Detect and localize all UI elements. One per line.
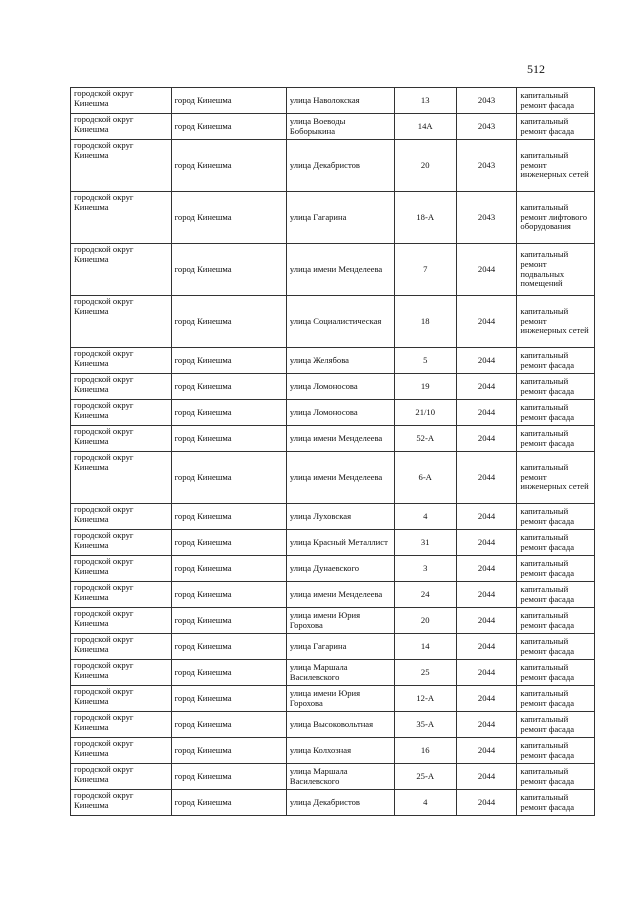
house-number-cell: 4 bbox=[394, 790, 456, 816]
city-cell: город Кинешма bbox=[171, 738, 286, 764]
city-cell: город Кинешма bbox=[171, 192, 286, 244]
house-number-cell: 24 bbox=[394, 582, 456, 608]
street-cell: улица Высоковольтная bbox=[286, 712, 394, 738]
year-cell: 2044 bbox=[456, 504, 517, 530]
year-cell: 2044 bbox=[456, 608, 517, 634]
district-cell: городской округ Кинешма bbox=[71, 764, 172, 790]
house-number-cell: 5 bbox=[394, 348, 456, 374]
district-cell: городской округ Кинешма bbox=[71, 608, 172, 634]
house-number-cell: 25 bbox=[394, 660, 456, 686]
table-row bbox=[71, 504, 595, 530]
district-cell: городской округ Кинешма bbox=[71, 686, 172, 712]
house-number-cell: 4 bbox=[394, 504, 456, 530]
repair-schedule-table bbox=[70, 87, 595, 816]
work-type-cell: капитальный ремонт фасада bbox=[517, 712, 595, 738]
district-cell: городской округ Кинешма bbox=[71, 244, 172, 296]
work-type-cell: капитальный ремонт фасада bbox=[517, 530, 595, 556]
table-row bbox=[71, 374, 595, 400]
city-cell: город Кинешма bbox=[171, 140, 286, 192]
table-row bbox=[71, 530, 595, 556]
house-number-cell: 14 bbox=[394, 634, 456, 660]
street-cell: улица Социалистическая bbox=[286, 296, 394, 348]
house-number-cell: 12-А bbox=[394, 686, 456, 712]
street-cell: улица имени Менделеева bbox=[286, 426, 394, 452]
year-cell: 2043 bbox=[456, 192, 517, 244]
street-cell: улица Наволокская bbox=[286, 88, 394, 114]
district-cell: городской округ Кинешма bbox=[71, 634, 172, 660]
city-cell: город Кинешма bbox=[171, 88, 286, 114]
table-row bbox=[71, 764, 595, 790]
work-type-cell: капитальный ремонт фасада bbox=[517, 738, 595, 764]
house-number-cell: 13 bbox=[394, 88, 456, 114]
street-cell: улица Маршала Василевского bbox=[286, 764, 394, 790]
street-cell: улица имени Менделеева bbox=[286, 244, 394, 296]
house-number-cell: 7 bbox=[394, 244, 456, 296]
house-number-cell: 21/10 bbox=[394, 400, 456, 426]
district-cell: городской округ Кинешма bbox=[71, 296, 172, 348]
year-cell: 2044 bbox=[456, 660, 517, 686]
year-cell: 2044 bbox=[456, 426, 517, 452]
year-cell: 2043 bbox=[456, 114, 517, 140]
house-number-cell: 20 bbox=[394, 140, 456, 192]
district-cell: городской округ Кинешма bbox=[71, 114, 172, 140]
work-type-cell: капитальный ремонт фасада bbox=[517, 374, 595, 400]
street-cell: улица Ломоносова bbox=[286, 374, 394, 400]
year-cell: 2043 bbox=[456, 88, 517, 114]
district-cell: городской округ Кинешма bbox=[71, 556, 172, 582]
house-number-cell: 14А bbox=[394, 114, 456, 140]
district-cell: городской округ Кинешма bbox=[71, 738, 172, 764]
year-cell: 2044 bbox=[456, 452, 517, 504]
district-cell: городской округ Кинешма bbox=[71, 504, 172, 530]
city-cell: город Кинешма bbox=[171, 348, 286, 374]
table-row bbox=[71, 686, 595, 712]
district-cell: городской округ Кинешма bbox=[71, 88, 172, 114]
street-cell: улица Гагарина bbox=[286, 192, 394, 244]
city-cell: город Кинешма bbox=[171, 530, 286, 556]
city-cell: город Кинешма bbox=[171, 244, 286, 296]
street-cell: улица имени Юрия Горохова bbox=[286, 608, 394, 634]
street-cell: улица имени Менделеева bbox=[286, 452, 394, 504]
street-cell: улица Колхозная bbox=[286, 738, 394, 764]
work-type-cell: капитальный ремонт инженерных сетей bbox=[517, 452, 595, 504]
district-cell: городской округ Кинешма bbox=[71, 426, 172, 452]
street-cell: улица имени Юрия Горохова bbox=[286, 686, 394, 712]
district-cell: городской округ Кинешма bbox=[71, 582, 172, 608]
year-cell: 2044 bbox=[456, 400, 517, 426]
table-row bbox=[71, 426, 595, 452]
city-cell: город Кинешма bbox=[171, 400, 286, 426]
city-cell: город Кинешма bbox=[171, 296, 286, 348]
table-row bbox=[71, 634, 595, 660]
table-row bbox=[71, 348, 595, 374]
table-row bbox=[71, 660, 595, 686]
work-type-cell: капитальный ремонт фасада bbox=[517, 426, 595, 452]
work-type-cell: капитальный ремонт лифтового оборудования bbox=[517, 192, 595, 244]
table-row bbox=[71, 88, 595, 114]
table-row bbox=[71, 140, 595, 192]
table-row bbox=[71, 114, 595, 140]
work-type-cell: капитальный ремонт фасада bbox=[517, 790, 595, 816]
street-cell: улица Маршала Василевского bbox=[286, 660, 394, 686]
work-type-cell: капитальный ремонт подвальных помещений bbox=[517, 244, 595, 296]
city-cell: город Кинешма bbox=[171, 790, 286, 816]
year-cell: 2043 bbox=[456, 140, 517, 192]
year-cell: 2044 bbox=[456, 374, 517, 400]
street-cell: улица Красный Металлист bbox=[286, 530, 394, 556]
work-type-cell: капитальный ремонт фасада bbox=[517, 88, 595, 114]
city-cell: город Кинешма bbox=[171, 764, 286, 790]
table-row bbox=[71, 192, 595, 244]
table-row bbox=[71, 712, 595, 738]
table-row bbox=[71, 608, 595, 634]
table-row bbox=[71, 582, 595, 608]
city-cell: город Кинешма bbox=[171, 556, 286, 582]
year-cell: 2044 bbox=[456, 582, 517, 608]
city-cell: город Кинешма bbox=[171, 712, 286, 738]
table-row bbox=[71, 790, 595, 816]
work-type-cell: капитальный ремонт фасада bbox=[517, 114, 595, 140]
district-cell: городской округ Кинешма bbox=[71, 712, 172, 738]
district-cell: городской округ Кинешма bbox=[71, 530, 172, 556]
street-cell: улица Луховская bbox=[286, 504, 394, 530]
work-type-cell: капитальный ремонт инженерных сетей bbox=[517, 296, 595, 348]
district-cell: городской округ Кинешма bbox=[71, 374, 172, 400]
street-cell: улица имени Менделеева bbox=[286, 582, 394, 608]
work-type-cell: капитальный ремонт инженерных сетей bbox=[517, 140, 595, 192]
table-row bbox=[71, 556, 595, 582]
work-type-cell: капитальный ремонт фасада bbox=[517, 556, 595, 582]
house-number-cell: 35-А bbox=[394, 712, 456, 738]
city-cell: город Кинешма bbox=[171, 660, 286, 686]
city-cell: город Кинешма bbox=[171, 634, 286, 660]
house-number-cell: 31 bbox=[394, 530, 456, 556]
year-cell: 2044 bbox=[456, 296, 517, 348]
city-cell: город Кинешма bbox=[171, 452, 286, 504]
work-type-cell: капитальный ремонт фасада bbox=[517, 504, 595, 530]
city-cell: город Кинешма bbox=[171, 582, 286, 608]
city-cell: город Кинешма bbox=[171, 608, 286, 634]
street-cell: улица Ломоносова bbox=[286, 400, 394, 426]
district-cell: городской округ Кинешма bbox=[71, 790, 172, 816]
table-row bbox=[71, 738, 595, 764]
house-number-cell: 52-А bbox=[394, 426, 456, 452]
city-cell: город Кинешма bbox=[171, 374, 286, 400]
street-cell: улица Дунаевского bbox=[286, 556, 394, 582]
page-number: 512 bbox=[527, 62, 545, 76]
year-cell: 2044 bbox=[456, 634, 517, 660]
district-cell: городской округ Кинешма bbox=[71, 348, 172, 374]
district-cell: городской округ Кинешма bbox=[71, 192, 172, 244]
house-number-cell: 3 bbox=[394, 556, 456, 582]
house-number-cell: 19 bbox=[394, 374, 456, 400]
work-type-cell: капитальный ремонт фасада bbox=[517, 582, 595, 608]
year-cell: 2044 bbox=[456, 348, 517, 374]
city-cell: город Кинешма bbox=[171, 686, 286, 712]
year-cell: 2044 bbox=[456, 686, 517, 712]
district-cell: городской округ Кинешма bbox=[71, 140, 172, 192]
year-cell: 2044 bbox=[456, 244, 517, 296]
year-cell: 2044 bbox=[456, 790, 517, 816]
work-type-cell: капитальный ремонт фасада bbox=[517, 400, 595, 426]
house-number-cell: 25-А bbox=[394, 764, 456, 790]
table-row bbox=[71, 296, 595, 348]
work-type-cell: капитальный ремонт фасада bbox=[517, 660, 595, 686]
district-cell: городской округ Кинешма bbox=[71, 400, 172, 426]
year-cell: 2044 bbox=[456, 530, 517, 556]
city-cell: город Кинешма bbox=[171, 504, 286, 530]
street-cell: улица Гагарина bbox=[286, 634, 394, 660]
year-cell: 2044 bbox=[456, 738, 517, 764]
district-cell: городской округ Кинешма bbox=[71, 660, 172, 686]
year-cell: 2044 bbox=[456, 764, 517, 790]
house-number-cell: 20 bbox=[394, 608, 456, 634]
table-row bbox=[71, 452, 595, 504]
year-cell: 2044 bbox=[456, 556, 517, 582]
house-number-cell: 6-А bbox=[394, 452, 456, 504]
house-number-cell: 16 bbox=[394, 738, 456, 764]
table-row bbox=[71, 244, 595, 296]
year-cell: 2044 bbox=[456, 712, 517, 738]
work-type-cell: капитальный ремонт фасада bbox=[517, 608, 595, 634]
house-number-cell: 18-А bbox=[394, 192, 456, 244]
house-number-cell: 18 bbox=[394, 296, 456, 348]
city-cell: город Кинешма bbox=[171, 426, 286, 452]
street-cell: улица Желябова bbox=[286, 348, 394, 374]
work-type-cell: капитальный ремонт фасада bbox=[517, 686, 595, 712]
work-type-cell: капитальный ремонт фасада bbox=[517, 764, 595, 790]
street-cell: улица Воеводы Боборыкина bbox=[286, 114, 394, 140]
table-row bbox=[71, 400, 595, 426]
street-cell: улица Декабристов bbox=[286, 140, 394, 192]
street-cell: улица Декабристов bbox=[286, 790, 394, 816]
district-cell: городской округ Кинешма bbox=[71, 452, 172, 504]
city-cell: город Кинешма bbox=[171, 114, 286, 140]
work-type-cell: капитальный ремонт фасада bbox=[517, 348, 595, 374]
work-type-cell: капитальный ремонт фасада bbox=[517, 634, 595, 660]
